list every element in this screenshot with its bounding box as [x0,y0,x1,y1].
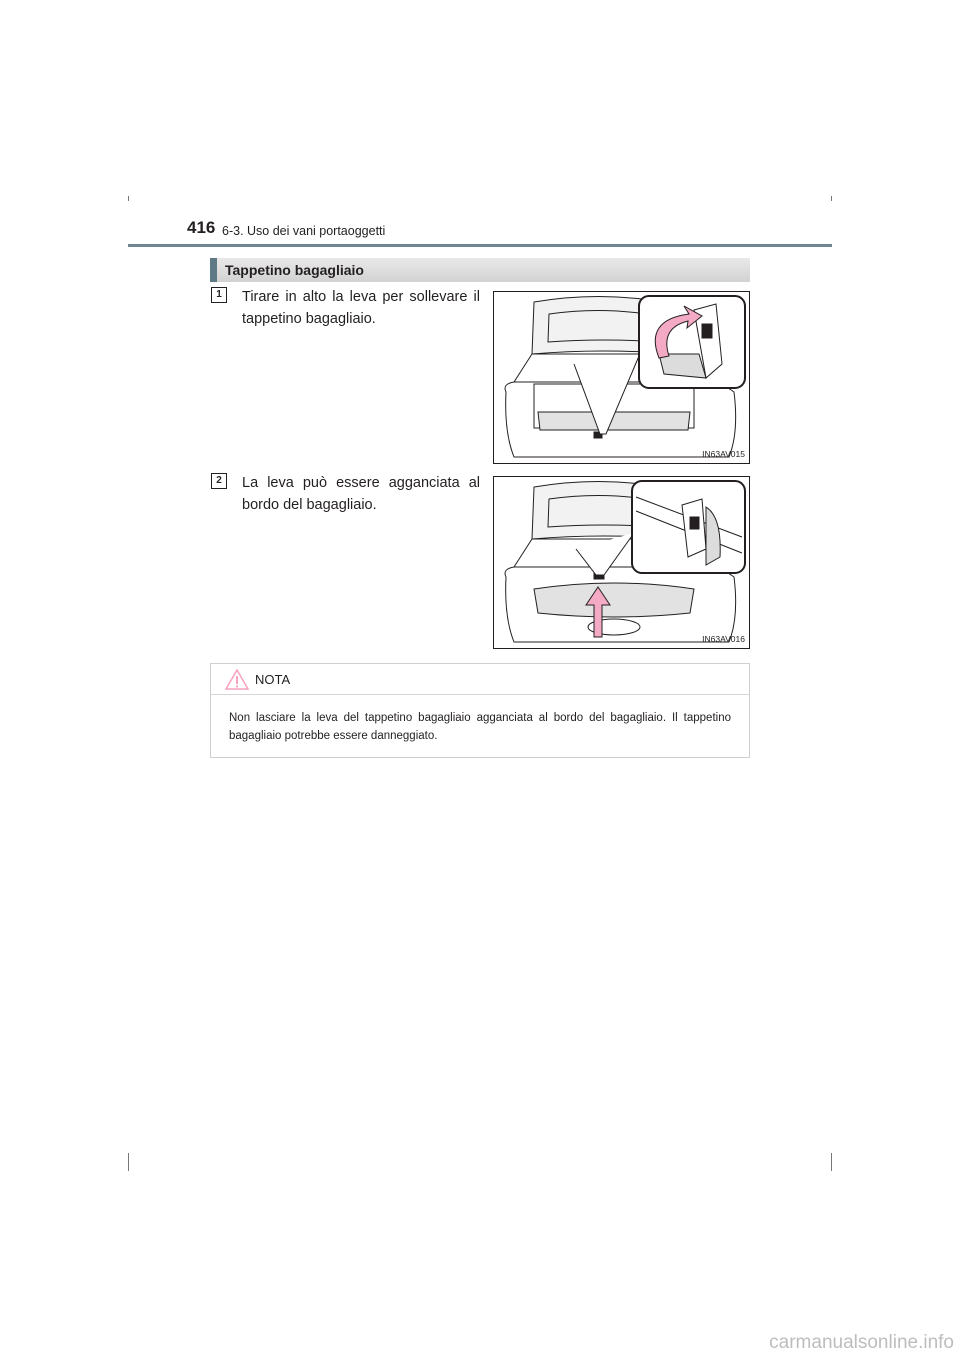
step-2-text: La leva può essere agganciata al bordo del bagagliaio. [242,475,480,513]
section-accent [210,258,217,282]
note-header [211,664,749,695]
header-rule [128,244,832,247]
chapter-section-title: 6-3. Uso dei vani portaoggetti [222,224,386,238]
page-number: 416 [187,218,216,237]
figure-code: IN63AV015 [702,449,745,459]
note-text: Non lasciare la leva del tappetino bagagliaio agganciata al bordo del bagagliaio. Il tappetino bagagliaio potrebbe essere danneggiato. [229,712,731,742]
step-number-1: 1 [211,287,227,303]
crop-mark [128,1153,129,1171]
crop-mark [831,196,832,201]
crop-mark [831,1153,832,1171]
watermark: carmanualsonline.info [769,1332,954,1353]
trunk-illustration [494,477,749,648]
figure-code: IN63AV016 [702,634,745,644]
figure-hook-lever [493,476,750,649]
note-label: NOTA [255,672,291,687]
trunk-illustration [494,292,749,463]
figure-lift-lever [493,291,750,464]
warning-triangle-icon [225,669,249,690]
section-heading [210,258,750,282]
step-1-text: Tirare in alto la leva per sollevare il tappetino bagagliaio. [242,289,480,327]
note-box [210,663,750,758]
section-heading-label: Tappetino bagagliaio [225,262,364,278]
crop-mark [128,196,129,201]
step-number-2: 2 [211,473,227,489]
